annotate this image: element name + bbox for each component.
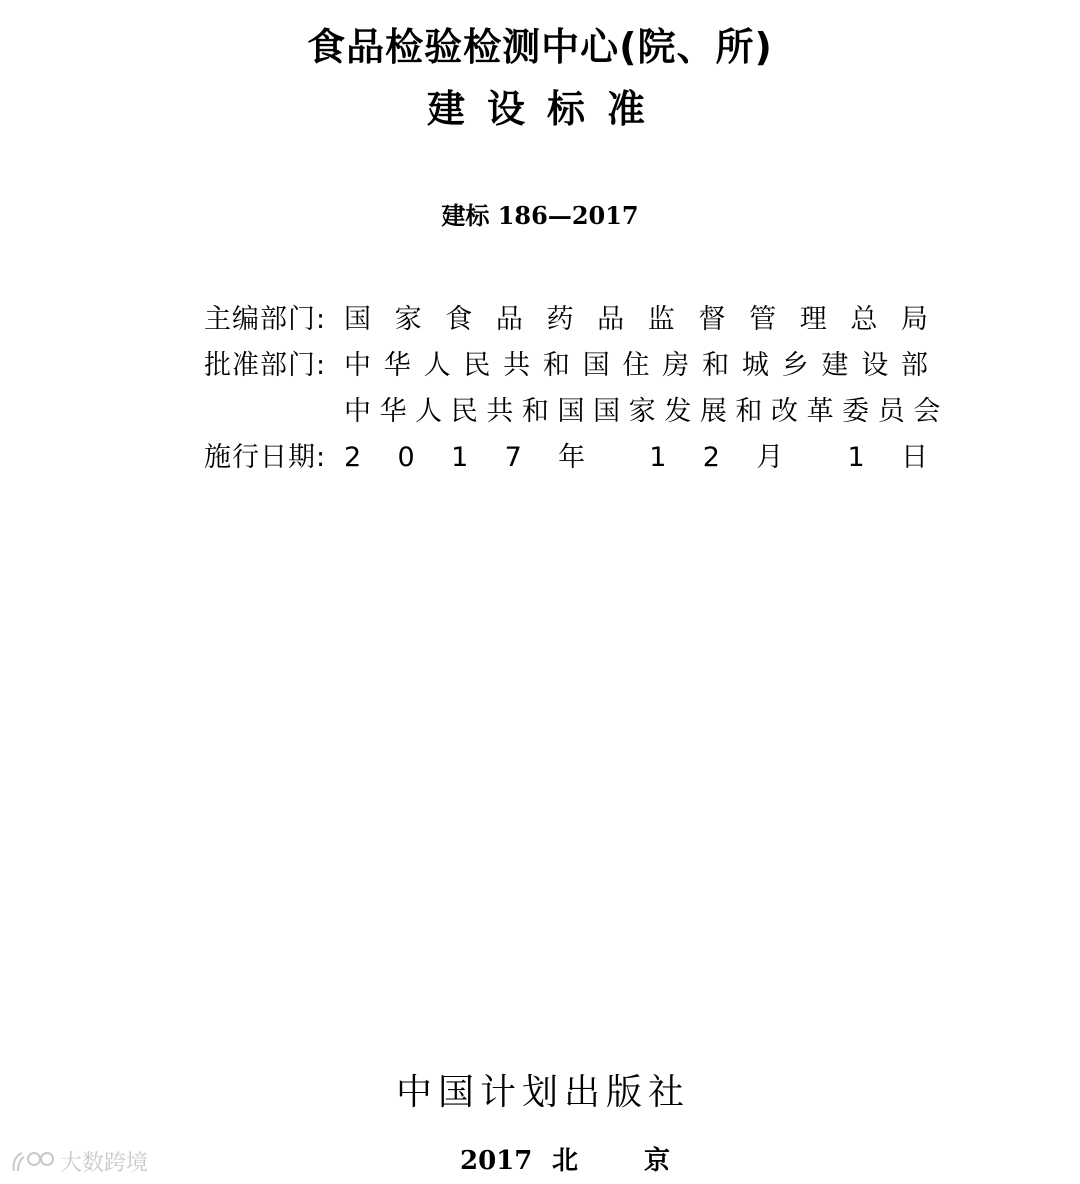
approver-value-1: 中 华 人 民 共 和 国 住 房 和 城 乡 建 设 部 <box>344 349 928 381</box>
watermark-text: 大数跨境 <box>60 1151 149 1176</box>
effective-date-row <box>204 436 928 472</box>
effective-date-value: 2 0 1 7 年 1 2 月 1 日 <box>344 441 928 473</box>
watermark-logo-icon <box>10 1149 56 1175</box>
publisher-name: 中国计划出版社 <box>395 1072 690 1113</box>
imprint-city: 北京 <box>552 1146 737 1176</box>
standard-number: 建标 186—2017 <box>441 201 639 230</box>
effective-date-label: 施行日期: <box>204 441 327 473</box>
document-title: 食品检验检测中心(院、所) <box>307 25 773 69</box>
watermark <box>10 1146 148 1177</box>
approver-value-2: 中 华 人 民 共 和 国 国 家 发 展 和 改 革 委 员 会 <box>344 395 941 427</box>
document-subtitle: 建设标准 <box>426 87 667 131</box>
editor-value: 国 家 食 品 药 品 监 督 管 理 总 局 <box>344 303 928 335</box>
imprint-year: 2017 <box>460 1146 533 1176</box>
approver-label: 批准部门: <box>204 349 327 381</box>
editor-row <box>204 298 928 334</box>
approver-row-continued <box>204 390 941 427</box>
approver-row <box>204 344 928 380</box>
imprint <box>460 1140 736 1177</box>
editor-label: 主编部门: <box>204 303 327 335</box>
